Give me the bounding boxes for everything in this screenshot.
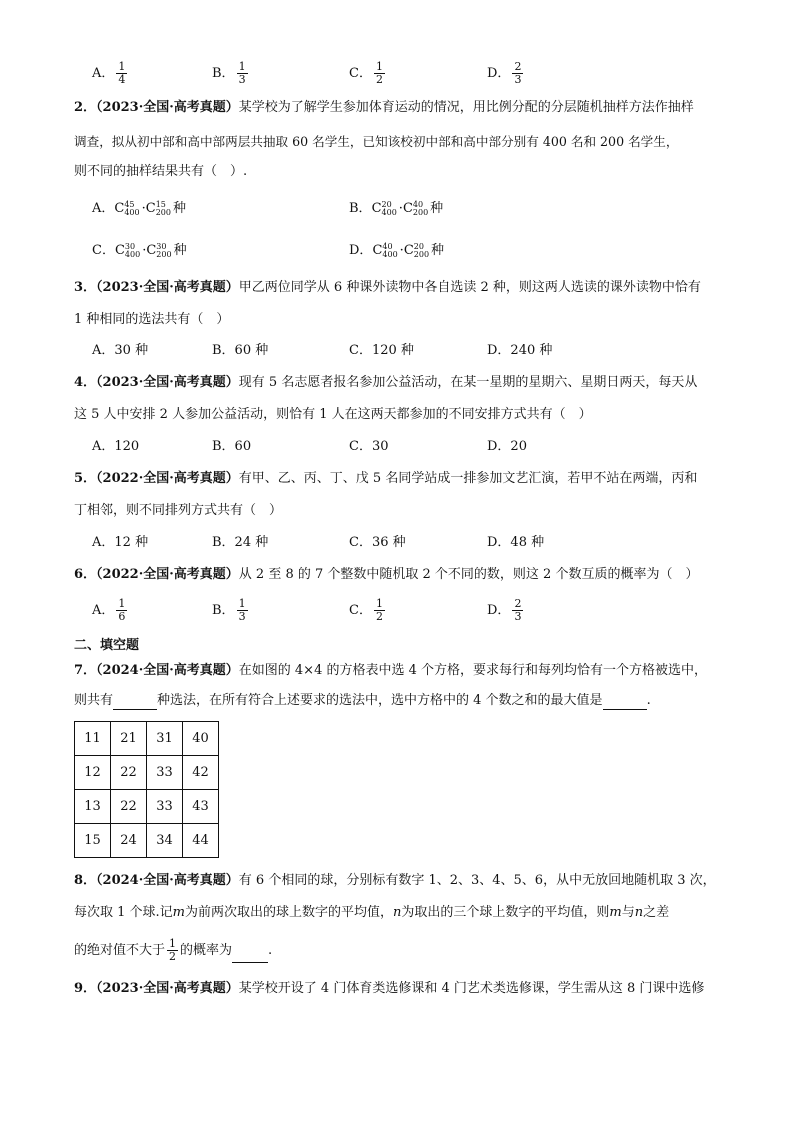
q4-option-b: B．60	[212, 439, 252, 454]
answer-blank[interactable]	[603, 695, 647, 710]
fraction: $\frac{1}{2}$	[375, 597, 383, 623]
answer-blank[interactable]	[113, 695, 157, 710]
q3-line-2: 1 种相同的选法共有（ ）	[74, 312, 230, 327]
fraction: $\frac{1}{6}$	[118, 597, 126, 623]
q4-option-a: A．120	[92, 439, 140, 454]
q3-option-d: D．240 种	[487, 343, 553, 358]
q3-line-1: 3．（2023·全国·高考真题）甲乙两位同学从 6 种课外读物中各自选读 2 种，则这两人选读的课外读物中恰有	[74, 280, 701, 295]
q4-option-d: D．20	[487, 439, 527, 454]
grid-cell: 22	[111, 790, 147, 824]
q6-option-c: C． $\frac{1}{2}$	[349, 597, 383, 623]
grid-cell: 34	[147, 824, 183, 858]
fraction: $\frac{2}{3}$	[514, 597, 522, 623]
q5-option-c: C．36 种	[349, 535, 406, 550]
q6-option-d: D． $\frac{2}{3}$	[487, 597, 522, 623]
grid-cell: 42	[183, 756, 219, 790]
q8-line-3: 的绝对值不大于 $\frac{1}{2}$ 的概率为 .	[74, 937, 273, 963]
grid-cell: 13	[75, 790, 111, 824]
q7-number-grid	[74, 721, 219, 858]
q4-line-1: 4．（2023·全国·高考真题）现有 5 名志愿者报名参加公益活动，在某一星期的星期六、星期日两天，每天从	[74, 375, 698, 390]
q6-option-b: B． $\frac{1}{3}$	[212, 597, 246, 623]
q1-option-a: A． $\frac{1}{4}$	[92, 60, 126, 86]
q9-line-1: 9．（2023·全国·高考真题）某学校开设了 4 门体育类选修课和 4 门艺术类选修课，学生需从这 8 门课中选修	[74, 981, 705, 996]
q5-line-1: 5．（2022·全国·高考真题）有甲、乙、丙、丁、戊 5 名同学站成一排参加文艺汇演，若甲不站在两端，丙和	[74, 471, 698, 486]
fraction: $\frac{1}{4}$	[118, 60, 126, 86]
q2-line-3: 则不同的抽样结果共有（ ）.	[74, 164, 248, 179]
q4-line-2: 这 5 人中安排 2 人参加公益活动，则恰有 1 人在这两天都参加的不同安排方式共有（ ）	[74, 407, 592, 422]
grid-cell: 24	[111, 824, 147, 858]
q4-option-c: C．30	[349, 439, 389, 454]
q1-option-b: B． $\frac{1}{3}$	[212, 60, 246, 86]
q2-line-1: 2．（2023·全国·高考真题）某学校为了解学生参加体育运动的情况，用比例分配的分层随机抽样方法作抽样	[74, 100, 694, 115]
q2-option-d: D．C 40 400 ·C 20 200 种	[349, 241, 445, 259]
q3-option-a: A．30 种	[92, 343, 149, 358]
q6-line-1: 6．（2022·全国·高考真题）从 2 至 8 的 7 个整数中随机取 2 个不同的数，则这 2 个数互质的概率为（ ）	[74, 567, 699, 582]
q2-option-b: B．C 20 400 ·C 40 200 种	[349, 199, 444, 217]
grid-cell: 21	[111, 722, 147, 756]
grid-cell: 44	[183, 824, 219, 858]
q8-line-1: 8．（2024·全国·高考真题）有 6 个相同的球，分别标有数字 1、2、3、4、5、6，从中无放回地随机取 3 次，	[74, 873, 716, 888]
grid-cell: 15	[75, 824, 111, 858]
fraction: $\frac{1}{3}$	[238, 60, 246, 86]
fraction: $\frac{2}{3}$	[514, 60, 522, 86]
q5-line-2: 丁相邻，则不同排列方式共有（ ）	[74, 503, 283, 518]
grid-cell: 33	[147, 790, 183, 824]
q1-option-c: C． $\frac{1}{2}$	[349, 60, 383, 86]
q2-option-c: C．C 30 400 ·C 30 200 种	[92, 241, 187, 259]
q2-option-a: A．C 45 400 ·C 15 200 种	[92, 199, 187, 217]
section-heading-fill-in: 二、填空题	[74, 638, 140, 653]
q3-option-b: B．60 种	[212, 343, 269, 358]
q5-option-b: B．24 种	[212, 535, 269, 550]
grid-cell: 33	[147, 756, 183, 790]
grid-cell: 31	[147, 722, 183, 756]
q2-line-2: 调查，拟从初中部和高中部两层共抽取 60 名学生，已知该校初中部和高中部分别有 400 名和 200 名学生，	[74, 134, 679, 149]
q7-line-1: 7．（2024·全国·高考真题）在如图的 4×4 的方格表中选 4 个方格，要求每行和每列均恰有一个方格被选中，	[74, 663, 708, 678]
answer-blank[interactable]	[232, 948, 268, 963]
q8-line-2: 每次取 1 个球.记m为前两次取出的球上数字的平均值，n为取出的三个球上数字的平均值，则m与n之差	[74, 905, 670, 920]
grid-cell: 12	[75, 756, 111, 790]
fraction: $\frac{1}{2}$	[169, 937, 177, 963]
grid-cell: 11	[75, 722, 111, 756]
grid-cell: 22	[111, 756, 147, 790]
fraction: $\frac{1}{3}$	[238, 597, 246, 623]
q3-option-c: C．120 种	[349, 343, 414, 358]
q5-option-a: A．12 种	[92, 535, 149, 550]
q5-option-d: D．48 种	[487, 535, 545, 550]
q7-line-2: 则共有 种选法，在所有符合上述要求的选法中，选中方格中的 4 个数之和的最大值是 .	[74, 693, 651, 708]
fraction: $\frac{1}{2}$	[375, 60, 383, 86]
grid-cell: 40	[183, 722, 219, 756]
q6-option-a: A． $\frac{1}{6}$	[92, 597, 126, 623]
q1-option-d: D． $\frac{2}{3}$	[487, 60, 522, 86]
grid-cell: 43	[183, 790, 219, 824]
